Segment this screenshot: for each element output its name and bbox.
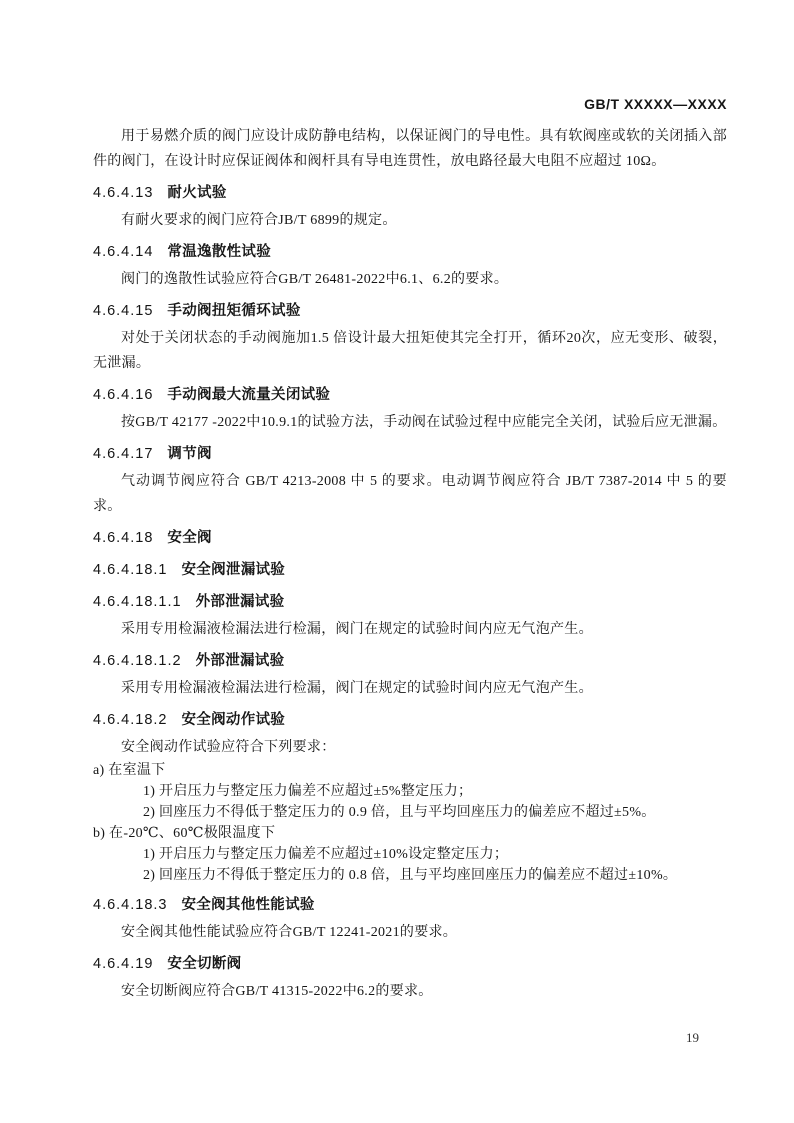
section-heading-4-6-4-18-1-2 bbox=[93, 649, 727, 674]
section-heading-4-6-4-18-2 bbox=[93, 708, 727, 733]
paragraph: 气动调节阀应符合 GB/T 4213-2008 中 5 的要求。电动调节阀应符合 JB/T 7387-2014 中 5 的要求。 bbox=[93, 474, 727, 514]
section-number: 4.6.4.14 bbox=[93, 244, 154, 260]
section-heading-4-6-4-14 bbox=[93, 240, 727, 265]
section-number: 4.6.4.18.1.1 bbox=[93, 594, 182, 610]
paragraph: 用于易燃介质的阀门应设计成防静电结构，以保证阀门的导电性。具有软阀座或软的关闭插入部件的阀门，在设计时应保证阀体和阀杆具有导电连贯性，放电路径最大电阻不应超过 10Ω。 bbox=[93, 129, 727, 169]
list-item-b: b) 在-20℃、60℃极限温度下 bbox=[93, 826, 276, 841]
section-title: 手动阀最大流量关闭试验 bbox=[167, 387, 331, 403]
section-title: 外部泄漏试验 bbox=[195, 594, 285, 610]
paragraph: 安全切断阀应符合GB/T 41315-2022中6.2的要求。 bbox=[121, 984, 433, 999]
section-number: 4.6.4.18 bbox=[93, 530, 154, 546]
section-number: 4.6.4.15 bbox=[93, 303, 154, 319]
paragraph: 有耐火要求的阀门应符合JB/T 6899的规定。 bbox=[121, 213, 397, 228]
section-heading-4-6-4-18-1 bbox=[93, 558, 727, 583]
section-number: 4.6.4.18.2 bbox=[93, 712, 168, 728]
paragraph: 采用专用检漏液检漏法进行检漏，阀门在规定的试验时间内应无气泡产生。 bbox=[121, 622, 593, 637]
section-title: 手动阀扭矩循环试验 bbox=[167, 303, 301, 319]
section-title: 安全阀动作试验 bbox=[181, 712, 286, 728]
section-title: 外部泄漏试验 bbox=[195, 653, 285, 669]
page-content bbox=[93, 96, 727, 1004]
section-number: 4.6.4.18.1 bbox=[93, 562, 168, 578]
list-item-1: 1) 开启压力与整定压力偏差不应超过±5%整定压力； bbox=[143, 784, 473, 799]
section-heading-4-6-4-13 bbox=[93, 181, 727, 206]
section-heading-4-6-4-17 bbox=[93, 442, 727, 467]
paragraph: 安全阀动作试验应符合下列要求： bbox=[121, 740, 336, 755]
page-number: 19 bbox=[686, 1030, 699, 1045]
list-item-a: a) 在室温下 bbox=[93, 763, 166, 778]
section-title: 安全阀 bbox=[167, 530, 212, 546]
list-item-1: 1) 开启压力与整定压力偏差不应超过±10%设定整定压力； bbox=[143, 847, 509, 862]
list-item-2: 2) 回座压力不得低于整定压力的 0.8 倍，且与平均座回座压力的偏差应不超过±10%。 bbox=[143, 868, 678, 883]
section-title: 常温逸散性试验 bbox=[167, 244, 272, 260]
paragraph: 按GB/T 42177 -2022中10.9.1的试验方法，手动阀在试验过程中应能完全关闭，试验后应无泄漏。 bbox=[121, 415, 727, 430]
section-title: 安全阀其他性能试验 bbox=[181, 897, 315, 913]
paragraph: 安全阀其他性能试验应符合GB/T 12241-2021的要求。 bbox=[121, 925, 458, 940]
section-number: 4.6.4.19 bbox=[93, 956, 154, 972]
section-heading-4-6-4-18 bbox=[93, 526, 727, 551]
section-title: 安全切断阀 bbox=[167, 956, 242, 972]
list-item-2: 2) 回座压力不得低于整定压力的 0.9 倍，且与平均回座压力的偏差应不超过±5%。 bbox=[143, 805, 656, 820]
section-title: 耐火试验 bbox=[167, 185, 227, 201]
section-number: 4.6.4.13 bbox=[93, 185, 154, 201]
section-number: 4.6.4.16 bbox=[93, 387, 154, 403]
section-number: 4.6.4.18.1.2 bbox=[93, 653, 182, 669]
section-heading-4-6-4-15 bbox=[93, 299, 727, 324]
section-title: 调节阀 bbox=[167, 446, 212, 462]
section-heading-4-6-4-18-3 bbox=[93, 893, 727, 918]
running-header-doc-code: GB/T XXXXX—XXXX bbox=[584, 96, 727, 112]
section-heading-4-6-4-16 bbox=[93, 383, 727, 408]
section-heading-4-6-4-18-1-1 bbox=[93, 590, 727, 615]
paragraph: 对处于关闭状态的手动阀施加1.5 倍设计最大扭矩使其完全打开，循环20次，应无变形、破裂，无泄漏。 bbox=[93, 331, 727, 371]
section-number: 4.6.4.18.3 bbox=[93, 897, 168, 913]
section-title: 安全阀泄漏试验 bbox=[181, 562, 286, 578]
section-number: 4.6.4.17 bbox=[93, 446, 154, 462]
section-heading-4-6-4-19 bbox=[93, 952, 727, 977]
paragraph: 采用专用检漏液检漏法进行检漏，阀门在规定的试验时间内应无气泡产生。 bbox=[121, 681, 593, 696]
paragraph: 阀门的逸散性试验应符合GB/T 26481-2022中6.1、6.2的要求。 bbox=[121, 272, 509, 287]
